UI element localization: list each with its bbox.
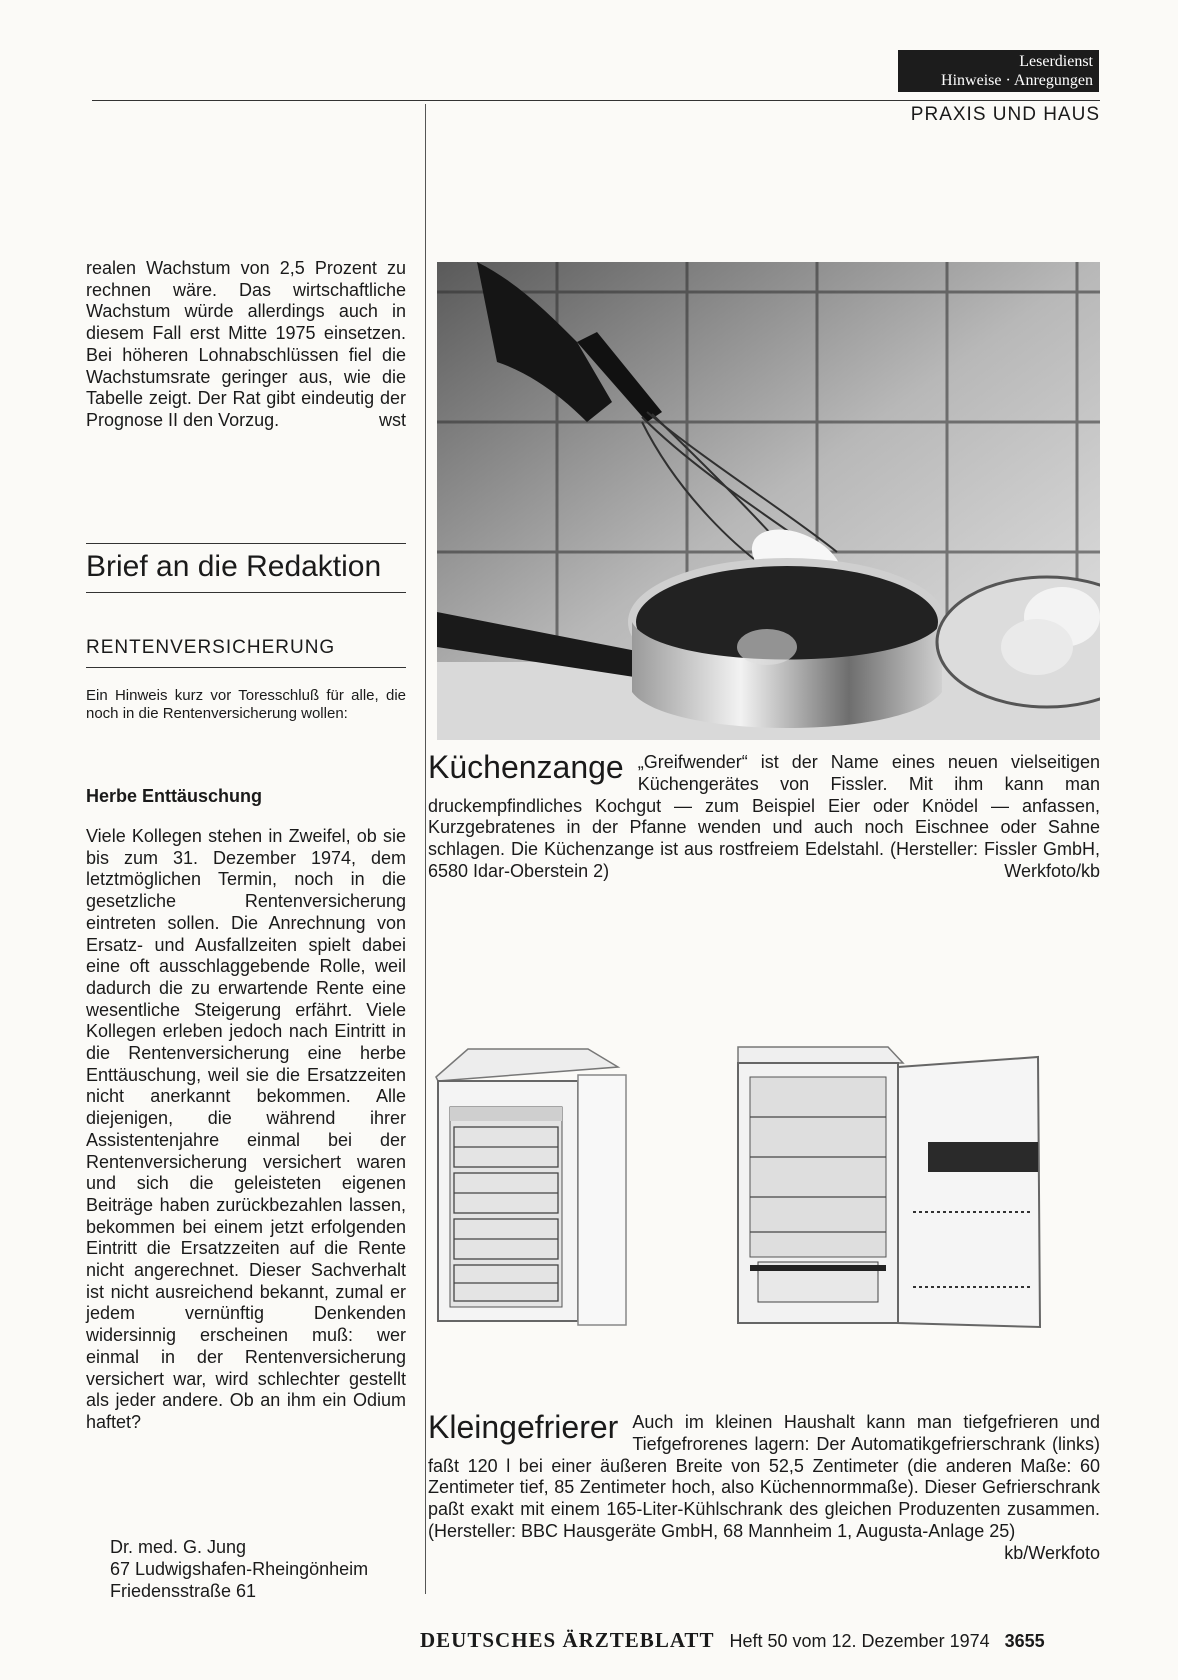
- small-freezer-photo: [428, 1037, 1100, 1357]
- topic-rule: [86, 667, 406, 668]
- small-freezer-heading: Kleingefrierer: [428, 1409, 619, 1445]
- badge-line-2: Hinweise · Anregungen: [941, 72, 1093, 89]
- letters-rule-top: [86, 543, 406, 544]
- continued-article: [86, 258, 406, 432]
- masthead: DEUTSCHES ÄRZTEBLATT: [420, 1628, 715, 1652]
- small-freezer-caption: [428, 1409, 1100, 1565]
- signature-city: 67 Ludwigshafen-Rheingönheim: [110, 1559, 369, 1579]
- column-divider: [425, 104, 426, 1594]
- small-freezer-illustration: [428, 1037, 1100, 1357]
- continued-article-text: realen Wachstum von 2,5 Prozent zu rechnen wäre. Das wirtschaftliche Wachstum würde allerdings auch in diesem Fall erst Mitte 1975 einsetzen. Bei höheren Lohnabschlüssen fiel die Wachstumsrate geringer aus, wie die Tabelle zeigt. Der Rat gibt eindeutig der Prognose II den Vorzug.: [86, 258, 406, 430]
- kitchen-tongs-illustration: [437, 262, 1100, 740]
- page-footer: [420, 1628, 1100, 1653]
- kitchen-tongs-heading: Küchenzange: [428, 749, 624, 785]
- signature-street: Friedensstraße 61: [110, 1581, 257, 1601]
- letters-rule-bottom: [86, 592, 406, 593]
- issue-info: Heft 50 vom 12. Dezember 1974: [729, 1631, 990, 1651]
- small-freezer-text: Auch im kleinen Haushalt kann man tiefgefrieren und Tiefgefrorenes lagern: Der Automatikgefrierschrank (links) faßt 120 l bei einer äußeren Breite von 52,5 Zentimeter (die anderen Maße: 60 Zentimeter tief, 85 Zentimeter hoch, also Küchennormmaße). Dieser Gefrierschrank paßt exakt mit einem 165-Liter-Kühlschrank des gleichen Produzenten zusammen. (Hersteller: BBC Hausgeräte GmbH, 68 Mannheim 1, Augusta-Anlage 25): [428, 1412, 1100, 1541]
- small-freezer-credit: kb/Werkfoto: [1004, 1542, 1100, 1563]
- badge-line-1: Leserdienst: [1019, 53, 1093, 70]
- letter-signature: [110, 1536, 368, 1602]
- kitchen-tongs-caption: [428, 749, 1100, 883]
- continued-article-author: wst: [379, 409, 406, 430]
- letter-title: Herbe Enttäuschung: [86, 786, 263, 806]
- letter-intro: Ein Hinweis kurz vor Toresschluß für alle, die noch in die Rentenversicherung wollen:: [86, 687, 406, 722]
- letter-topic: RENTENVERSICHERUNG: [86, 637, 336, 658]
- page-number: 3655: [1004, 1631, 1045, 1651]
- section-title: PRAXIS UND HAUS: [910, 104, 1100, 125]
- leserdienst-badge: [898, 50, 1099, 92]
- letter-body: Viele Kollegen stehen in Zweifel, ob sie bis zum 31. Dezember 1974, dem letztmöglichen Termin, noch in die gesetzliche Rentenversicherung eintreten sollen. Die Anrechnung von Ersatz- und Ausfallzeiten spielt dabei eine oft ausschlaggebende Rolle, weil dadurch die zu erwartende Rente eine wesentliche Steigerung erfährt. Viele Kollegen erleben jedoch nach Eintritt in die Rentenversicherung eine herbe Enttäuschung, weil sie die Ersatzzeiten nicht anerkannt bekommen. Alle diejenigen, die während ihrer Assistentenjahre einmal bei der Rentenversicherung versichert waren und sich die geleisteten eigenen Beiträge haben zurückbezahlen lassen, bekommen bei einem jetzt erfolgenden Eintritt die Ersatzzeiten auf die Rente nicht angerechnet. Dieser Sachverhalt ist nicht ausreichend bekannt, zumal er jedem vernünftig Denkenden widersinnig erscheinen muß: wer einmal in der Rentenversicherung versichert war, wird schlechter gestellt als jeder andere. Ob an ihm ein Odium haftet?: [86, 826, 406, 1432]
- signature-name: Dr. med. G. Jung: [110, 1537, 247, 1557]
- kitchen-tongs-credit: Werkfoto/kb: [1004, 860, 1100, 881]
- kitchen-tongs-photo: [437, 262, 1100, 740]
- header-rule: [92, 100, 1100, 101]
- kitchen-tongs-text: „Greifwender“ ist der Name eines neuen vielseitigen Küchengerätes von Fissler. Mit ihm kann man druckempfindliches Kochgut — zum Beispiel Eier oder Knödel — anfassen, Kurzgebratenes in der Pfanne wenden und auch noch Eischnee oder Sahne schlagen. Die Küchenzange ist aus rostfreiem Edelstahl. (Hersteller: Fissler GmbH, 6580 Idar-Oberstein 2): [428, 752, 1100, 881]
- letters-heading: Brief an die Redaktion: [86, 550, 382, 583]
